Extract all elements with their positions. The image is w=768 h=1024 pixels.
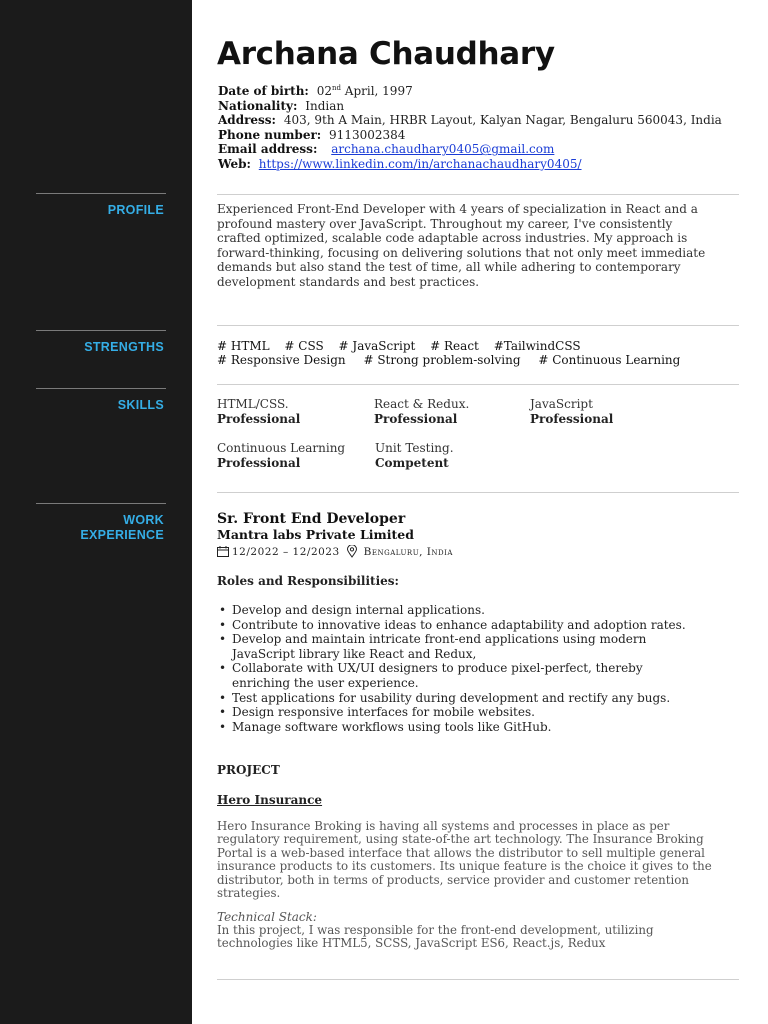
skill-level: Competent — [375, 455, 449, 470]
job-title: Sr. Front End Developer — [217, 511, 406, 527]
job-dates: 12/2022 – 12/2023 — [232, 545, 340, 558]
tech-stack-description: In this project, I was responsible for the front-end development, utilizing technologies like HTML5, SCSS, JavaScript ES6, React.js, Redux — [217, 923, 654, 951]
skill-level: Professional — [217, 411, 301, 426]
list-item: • Develop and design internal applications. — [217, 603, 717, 618]
web-label: Web: — [218, 156, 251, 171]
profile-text: Experienced Front-End Developer with 4 years of specialization in React and a profound mastery over JavaScript. Throughout my career, I've consistently crafted optimized, scalable code adaptable across industries. My approach is forward-thinking, focusing on delivering solutions that not only meet immediate demands but also stand the test of time, all while adhering to contemporary development standards and best practices. — [217, 202, 706, 289]
section-skills — [36, 388, 166, 413]
section-work-experience — [36, 503, 166, 543]
dob-day: 02 — [316, 84, 332, 98]
divider — [217, 492, 739, 493]
nationality-label: Nationality: — [218, 98, 298, 113]
email-link[interactable]: archana.chaudhary0405@gmail.com — [331, 142, 555, 157]
strength-tag: # Strong problem-solving — [363, 353, 521, 367]
skill-name: Unit Testing. — [375, 441, 454, 455]
skill-item — [374, 397, 469, 426]
strengths-row-2 — [217, 353, 691, 368]
location-pin-icon — [346, 545, 358, 558]
list-item: • Collaborate with UX/UI designers to produce pixel-perfect, thereby enriching the user experience. — [217, 661, 717, 690]
skill-level: Professional — [530, 411, 614, 426]
list-item: • Manage software workflows using tools like GitHub. — [217, 720, 717, 735]
divider — [217, 325, 739, 326]
phone-row — [218, 128, 722, 143]
project-heading: PROJECT — [217, 763, 280, 777]
section-label-experience: EXPERIENCE — [80, 528, 164, 542]
nationality-row — [218, 99, 722, 114]
sidebar — [0, 0, 192, 1024]
dob-value — [317, 84, 413, 98]
address-row — [218, 113, 722, 128]
web-row — [218, 157, 722, 172]
nationality-value: Indian — [305, 98, 345, 113]
section-label-strengths: STRENGTHS — [84, 340, 164, 354]
responsibilities-list — [217, 603, 717, 734]
divider — [217, 384, 739, 385]
phone-label: Phone number: — [218, 127, 322, 142]
dob-row — [218, 84, 722, 99]
strength-tag: # CSS — [284, 339, 324, 353]
divider — [217, 979, 739, 980]
skill-name: React & Redux. — [374, 397, 470, 411]
strength-tag: # Responsive Design — [217, 353, 346, 367]
dob-suffix: nd — [331, 84, 341, 92]
project-name: Hero Insurance — [217, 793, 323, 807]
skill-level: Professional — [217, 455, 301, 470]
strength-tag: # JavaScript — [338, 339, 416, 353]
contact-info — [218, 84, 722, 172]
address-value: 403, 9th A Main, HRBR Layout, Kalyan Nagar, Bengaluru 560043, India — [283, 113, 722, 128]
section-label-skills: SKILLS — [117, 398, 164, 412]
tech-stack-label: Technical Stack: — [217, 910, 317, 924]
address-label: Address: — [218, 113, 276, 128]
list-item: • Test applications for usability during development and rectify any bugs. — [217, 691, 717, 706]
project-description: Hero Insurance Broking is having all systems and processes in place as per regulatory requirement, using state-of-the art technology. The Insurance Broking Portal is a web-based interface that allows the distributor to sell multiple general insurance products to its customers. Its unique feature is the choice it gives to the distributor, both in terms of products, service provider and customer retention strategies. — [217, 819, 712, 901]
section-profile — [36, 193, 166, 218]
company-name: Mantra labs Private Limited — [217, 527, 414, 542]
list-item: • Develop and maintain intricate front-end applications using modern JavaScript library like React and Redux, — [217, 632, 717, 661]
skill-name: JavaScript — [530, 397, 593, 411]
phone-value: 9113002384 — [329, 127, 406, 142]
skill-level: Professional — [374, 411, 458, 426]
roles-heading: Roles and Responsibilities: — [217, 574, 399, 588]
web-link[interactable]: https://www.linkedin.com/in/archanachaudhary0405/ — [258, 156, 582, 171]
section-label-profile: PROFILE — [107, 203, 164, 217]
strength-tag: # React — [430, 339, 479, 353]
candidate-name: Archana Chaudhary — [217, 36, 555, 72]
skill-name: HTML/CSS. — [217, 397, 289, 411]
divider — [217, 194, 739, 195]
section-strengths — [36, 330, 166, 355]
skill-item — [530, 397, 613, 426]
strengths-row-1 — [217, 339, 592, 354]
list-item: • Contribute to innovative ideas to enhance adaptability and adoption rates. — [217, 618, 717, 633]
strength-tag: #TailwindCSS — [493, 339, 581, 353]
skill-item — [217, 441, 345, 470]
skill-name: Continuous Learning — [217, 441, 346, 455]
job-meta — [217, 545, 453, 558]
strength-tag: # Continuous Learning — [538, 353, 681, 367]
job-location: Bengaluru, India — [363, 545, 453, 558]
dob-rest: April, 1997 — [340, 84, 413, 98]
skill-item — [217, 397, 300, 426]
skill-item — [375, 441, 454, 470]
email-row — [218, 142, 722, 157]
calendar-icon — [217, 546, 229, 557]
email-label: Email address: — [218, 142, 318, 157]
dob-label: Date of birth: — [218, 84, 309, 98]
strength-tag: # HTML — [217, 339, 270, 353]
section-label-work: WORK — [123, 513, 164, 527]
list-item: • Design responsive interfaces for mobile websites. — [217, 705, 717, 720]
